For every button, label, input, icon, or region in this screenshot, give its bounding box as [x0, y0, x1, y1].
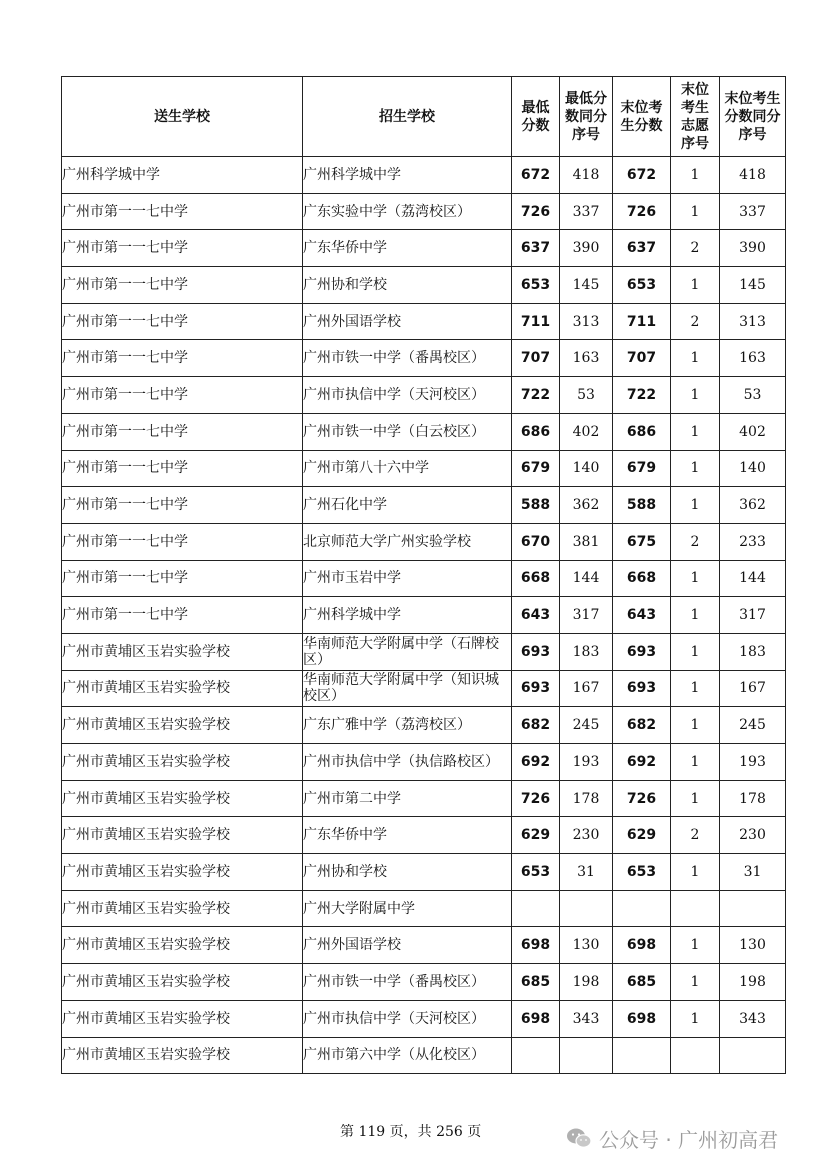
last-score-tie-rank-cell: 31 [720, 854, 786, 891]
last-score-tie-rank-cell: 317 [720, 597, 786, 634]
last-preference-rank-cell: 1 [671, 450, 720, 487]
table-row [62, 560, 786, 597]
last-score-tie-rank-cell: 183 [720, 633, 786, 670]
header-last-preference-rank-text: 末位考生志愿序号 [681, 81, 709, 152]
table-row [62, 927, 786, 964]
min-score-tie-rank-cell [560, 890, 613, 927]
last-score-tie-rank-cell: 233 [720, 523, 786, 560]
sending-school-cell: 广州市第一一七中学 [62, 230, 303, 267]
admitting-school-cell: 广州科学城中学 [303, 597, 512, 634]
watermark-text: 公众号 · 广州初高君 [599, 1127, 779, 1152]
min-score-cell [512, 890, 560, 927]
table-row [62, 964, 786, 1001]
sending-school-cell: 广州市黄埔区玉岩实验学校 [62, 744, 303, 781]
last-preference-rank-cell: 1 [671, 633, 720, 670]
min-score-cell: 726 [512, 780, 560, 817]
min-score-cell: 637 [512, 230, 560, 267]
min-score-cell: 693 [512, 633, 560, 670]
table-row [62, 193, 786, 230]
table-row [62, 597, 786, 634]
last-score-tie-rank-cell: 362 [720, 487, 786, 524]
min-score-cell: 722 [512, 377, 560, 414]
admitting-school-cell: 广州协和学校 [303, 267, 512, 304]
last-score-cell: 693 [613, 670, 671, 707]
header-min-score-tie-rank-text: 最低分数同分序号 [565, 90, 607, 143]
table-header-row [62, 77, 786, 157]
last-preference-rank-cell: 1 [671, 780, 720, 817]
min-score-tie-rank-cell: 381 [560, 523, 613, 560]
last-score-tie-rank-cell: 140 [720, 450, 786, 487]
min-score-cell: 698 [512, 1000, 560, 1037]
table-row [62, 670, 786, 707]
admitting-school-cell: 广州外国语学校 [303, 927, 512, 964]
table-row [62, 413, 786, 450]
table-row [62, 633, 786, 670]
table-row [62, 377, 786, 414]
admission-table [61, 76, 786, 1074]
last-preference-rank-cell: 1 [671, 340, 720, 377]
last-score-tie-rank-cell: 193 [720, 744, 786, 781]
admitting-school-cell: 广州市第八十六中学 [303, 450, 512, 487]
min-score-cell: 698 [512, 927, 560, 964]
page-number: 第 119 页，共 256 页 [340, 1124, 482, 1140]
sending-school-cell: 广州市第一一七中学 [62, 340, 303, 377]
last-score-tie-rank-cell: 163 [720, 340, 786, 377]
min-score-tie-rank-cell: 317 [560, 597, 613, 634]
header-min-score-tie-rank [560, 77, 613, 157]
last-score-tie-rank-cell [720, 890, 786, 927]
sending-school-cell: 广州市第一一七中学 [62, 450, 303, 487]
min-score-cell: 629 [512, 817, 560, 854]
table-row [62, 230, 786, 267]
last-preference-rank-cell: 1 [671, 267, 720, 304]
last-score-tie-rank-cell: 145 [720, 267, 786, 304]
table-row [62, 854, 786, 891]
admitting-school-cell: 广州外国语学校 [303, 303, 512, 340]
admitting-school-cell: 广东广雅中学（荔湾校区） [303, 707, 512, 744]
min-score-tie-rank-cell: 198 [560, 964, 613, 1001]
last-score-cell [613, 1037, 671, 1074]
last-preference-rank-cell: 1 [671, 487, 720, 524]
admitting-school-cell: 广州协和学校 [303, 854, 512, 891]
min-score-tie-rank-cell: 343 [560, 1000, 613, 1037]
min-score-cell: 693 [512, 670, 560, 707]
min-score-tie-rank-cell: 362 [560, 487, 613, 524]
min-score-tie-rank-cell: 402 [560, 413, 613, 450]
min-score-tie-rank-cell: 245 [560, 707, 613, 744]
last-preference-rank-cell: 1 [671, 744, 720, 781]
last-preference-rank-cell: 1 [671, 560, 720, 597]
last-score-tie-rank-cell: 53 [720, 377, 786, 414]
last-score-tie-rank-cell: 343 [720, 1000, 786, 1037]
sending-school-cell: 广州市第一一七中学 [62, 523, 303, 560]
last-preference-rank-cell: 2 [671, 303, 720, 340]
last-score-tie-rank-cell: 390 [720, 230, 786, 267]
admitting-school-cell: 广州市第六中学（从化校区） [303, 1037, 512, 1074]
admitting-school-cell: 广州大学附属中学 [303, 890, 512, 927]
watermark [566, 1123, 778, 1153]
last-score-cell: 643 [613, 597, 671, 634]
last-score-cell: 726 [613, 780, 671, 817]
min-score-tie-rank-cell: 390 [560, 230, 613, 267]
min-score-tie-rank-cell: 140 [560, 450, 613, 487]
sending-school-cell: 广州市第一一七中学 [62, 413, 303, 450]
table-row [62, 1000, 786, 1037]
min-score-tie-rank-cell: 230 [560, 817, 613, 854]
sending-school-cell: 广州市黄埔区玉岩实验学校 [62, 817, 303, 854]
table-row [62, 890, 786, 927]
min-score-cell: 685 [512, 964, 560, 1001]
min-score-tie-rank-cell: 193 [560, 744, 613, 781]
last-preference-rank-cell: 1 [671, 707, 720, 744]
last-score-cell: 692 [613, 744, 671, 781]
last-score-tie-rank-cell: 402 [720, 413, 786, 450]
last-score-tie-rank-cell: 144 [720, 560, 786, 597]
table-row [62, 817, 786, 854]
sending-school-cell: 广州市第一一七中学 [62, 597, 303, 634]
last-preference-rank-cell: 1 [671, 927, 720, 964]
sending-school-cell: 广州市黄埔区玉岩实验学校 [62, 854, 303, 891]
sending-school-cell: 广州市黄埔区玉岩实验学校 [62, 1000, 303, 1037]
header-last-score-tie-rank-text: 末位考生分数同分序号 [724, 90, 781, 143]
last-score-tie-rank-cell: 230 [720, 817, 786, 854]
last-score-tie-rank-cell: 245 [720, 707, 786, 744]
last-score-cell: 693 [613, 633, 671, 670]
last-preference-rank-cell: 2 [671, 817, 720, 854]
last-preference-rank-cell: 1 [671, 1000, 720, 1037]
table-row [62, 487, 786, 524]
min-score-cell: 679 [512, 450, 560, 487]
last-score-cell: 686 [613, 413, 671, 450]
table-row [62, 744, 786, 781]
admitting-school-cell: 广州科学城中学 [303, 157, 512, 194]
last-preference-rank-cell: 1 [671, 413, 720, 450]
min-score-cell: 711 [512, 303, 560, 340]
table-row [62, 157, 786, 194]
wechat-icon [566, 1127, 592, 1149]
sending-school-cell: 广州市黄埔区玉岩实验学校 [62, 1037, 303, 1074]
admitting-school-cell: 广东实验中学（荔湾校区） [303, 193, 512, 230]
admitting-school-cell: 广州市执信中学（天河校区） [303, 377, 512, 414]
last-preference-rank-cell [671, 890, 720, 927]
last-score-cell: 668 [613, 560, 671, 597]
min-score-tie-rank-cell: 418 [560, 157, 613, 194]
last-score-cell: 685 [613, 964, 671, 1001]
last-score-cell: 698 [613, 927, 671, 964]
last-preference-rank-cell: 1 [671, 157, 720, 194]
last-preference-rank-cell: 1 [671, 854, 720, 891]
min-score-cell: 643 [512, 597, 560, 634]
last-score-cell: 675 [613, 523, 671, 560]
last-score-cell: 707 [613, 340, 671, 377]
header-last-score-tie-rank [720, 77, 786, 157]
sending-school-cell: 广州市第一一七中学 [62, 193, 303, 230]
table-row [62, 340, 786, 377]
min-score-cell: 653 [512, 267, 560, 304]
min-score-tie-rank-cell: 163 [560, 340, 613, 377]
min-score-cell: 588 [512, 487, 560, 524]
last-score-cell: 682 [613, 707, 671, 744]
last-score-tie-rank-cell: 167 [720, 670, 786, 707]
admitting-school-cell: 广州市铁一中学（番禺校区） [303, 964, 512, 1001]
last-score-tie-rank-cell: 337 [720, 193, 786, 230]
admitting-school-cell: 广州市第二中学 [303, 780, 512, 817]
sending-school-cell: 广州市黄埔区玉岩实验学校 [62, 780, 303, 817]
admitting-school-cell: 广州市铁一中学（番禺校区） [303, 340, 512, 377]
last-score-tie-rank-cell: 130 [720, 927, 786, 964]
sending-school-cell: 广州市第一一七中学 [62, 377, 303, 414]
min-score-tie-rank-cell: 178 [560, 780, 613, 817]
sending-school-cell: 广州市黄埔区玉岩实验学校 [62, 964, 303, 1001]
last-score-cell: 722 [613, 377, 671, 414]
header-sending-school: 送生学校 [62, 77, 303, 157]
min-score-tie-rank-cell: 31 [560, 854, 613, 891]
last-preference-rank-cell: 1 [671, 193, 720, 230]
last-preference-rank-cell: 1 [671, 377, 720, 414]
min-score-cell: 672 [512, 157, 560, 194]
header-last-score [613, 77, 671, 157]
min-score-cell: 653 [512, 854, 560, 891]
table-row [62, 1037, 786, 1074]
last-preference-rank-cell: 2 [671, 523, 720, 560]
last-score-cell: 726 [613, 193, 671, 230]
sending-school-cell: 广州市第一一七中学 [62, 487, 303, 524]
min-score-tie-rank-cell: 167 [560, 670, 613, 707]
sending-school-cell: 广州市黄埔区玉岩实验学校 [62, 670, 303, 707]
last-preference-rank-cell [671, 1037, 720, 1074]
min-score-cell: 670 [512, 523, 560, 560]
min-score-cell: 692 [512, 744, 560, 781]
min-score-tie-rank-cell: 313 [560, 303, 613, 340]
last-score-tie-rank-cell [720, 1037, 786, 1074]
min-score-tie-rank-cell: 144 [560, 560, 613, 597]
table-row [62, 450, 786, 487]
sending-school-cell: 广州市第一一七中学 [62, 560, 303, 597]
sending-school-cell: 广州市黄埔区玉岩实验学校 [62, 633, 303, 670]
admitting-school-cell: 广州市铁一中学（白云校区） [303, 413, 512, 450]
last-score-cell: 653 [613, 854, 671, 891]
table-row [62, 267, 786, 304]
header-last-preference-rank [671, 77, 720, 157]
table-row [62, 780, 786, 817]
sending-school-cell: 广州市黄埔区玉岩实验学校 [62, 890, 303, 927]
admitting-school-cell: 华南师范大学附属中学（知识城校区） [303, 670, 512, 707]
last-score-tie-rank-cell: 418 [720, 157, 786, 194]
last-score-cell: 672 [613, 157, 671, 194]
table-row [62, 707, 786, 744]
last-score-tie-rank-cell: 313 [720, 303, 786, 340]
min-score-cell: 686 [512, 413, 560, 450]
min-score-cell [512, 1037, 560, 1074]
sending-school-cell: 广州科学城中学 [62, 157, 303, 194]
min-score-cell: 682 [512, 707, 560, 744]
last-score-cell [613, 890, 671, 927]
last-score-cell: 698 [613, 1000, 671, 1037]
admitting-school-cell: 北京师范大学广州实验学校 [303, 523, 512, 560]
last-score-cell: 629 [613, 817, 671, 854]
last-score-cell: 653 [613, 267, 671, 304]
header-admitting-school: 招生学校 [303, 77, 512, 157]
last-score-tie-rank-cell: 198 [720, 964, 786, 1001]
last-preference-rank-cell: 2 [671, 230, 720, 267]
last-score-cell: 637 [613, 230, 671, 267]
admitting-school-cell: 广东华侨中学 [303, 230, 512, 267]
last-score-cell: 711 [613, 303, 671, 340]
min-score-tie-rank-cell [560, 1037, 613, 1074]
min-score-tie-rank-cell: 53 [560, 377, 613, 414]
admitting-school-cell: 广东华侨中学 [303, 817, 512, 854]
min-score-cell: 668 [512, 560, 560, 597]
admitting-school-cell: 广州石化中学 [303, 487, 512, 524]
sending-school-cell: 广州市第一一七中学 [62, 303, 303, 340]
admitting-school-cell: 华南师范大学附属中学（石牌校区） [303, 633, 512, 670]
min-score-tie-rank-cell: 337 [560, 193, 613, 230]
last-preference-rank-cell: 1 [671, 964, 720, 1001]
admitting-school-cell: 广州市执信中学（天河校区） [303, 1000, 512, 1037]
sending-school-cell: 广州市第一一七中学 [62, 267, 303, 304]
last-preference-rank-cell: 1 [671, 670, 720, 707]
admitting-school-cell: 广州市玉岩中学 [303, 560, 512, 597]
min-score-tie-rank-cell: 183 [560, 633, 613, 670]
sending-school-cell: 广州市黄埔区玉岩实验学校 [62, 707, 303, 744]
last-score-cell: 679 [613, 450, 671, 487]
sending-school-cell: 广州市黄埔区玉岩实验学校 [62, 927, 303, 964]
header-min-score-text: 最低分数 [521, 99, 550, 134]
min-score-cell: 726 [512, 193, 560, 230]
table-body [62, 157, 786, 1074]
header-min-score [512, 77, 560, 157]
table-row [62, 303, 786, 340]
last-score-cell: 588 [613, 487, 671, 524]
min-score-cell: 707 [512, 340, 560, 377]
last-score-tie-rank-cell: 178 [720, 780, 786, 817]
last-preference-rank-cell: 1 [671, 597, 720, 634]
min-score-tie-rank-cell: 130 [560, 927, 613, 964]
header-last-score-text: 末位考生分数 [620, 99, 663, 134]
table-row [62, 523, 786, 560]
admitting-school-cell: 广州市执信中学（执信路校区） [303, 744, 512, 781]
min-score-tie-rank-cell: 145 [560, 267, 613, 304]
